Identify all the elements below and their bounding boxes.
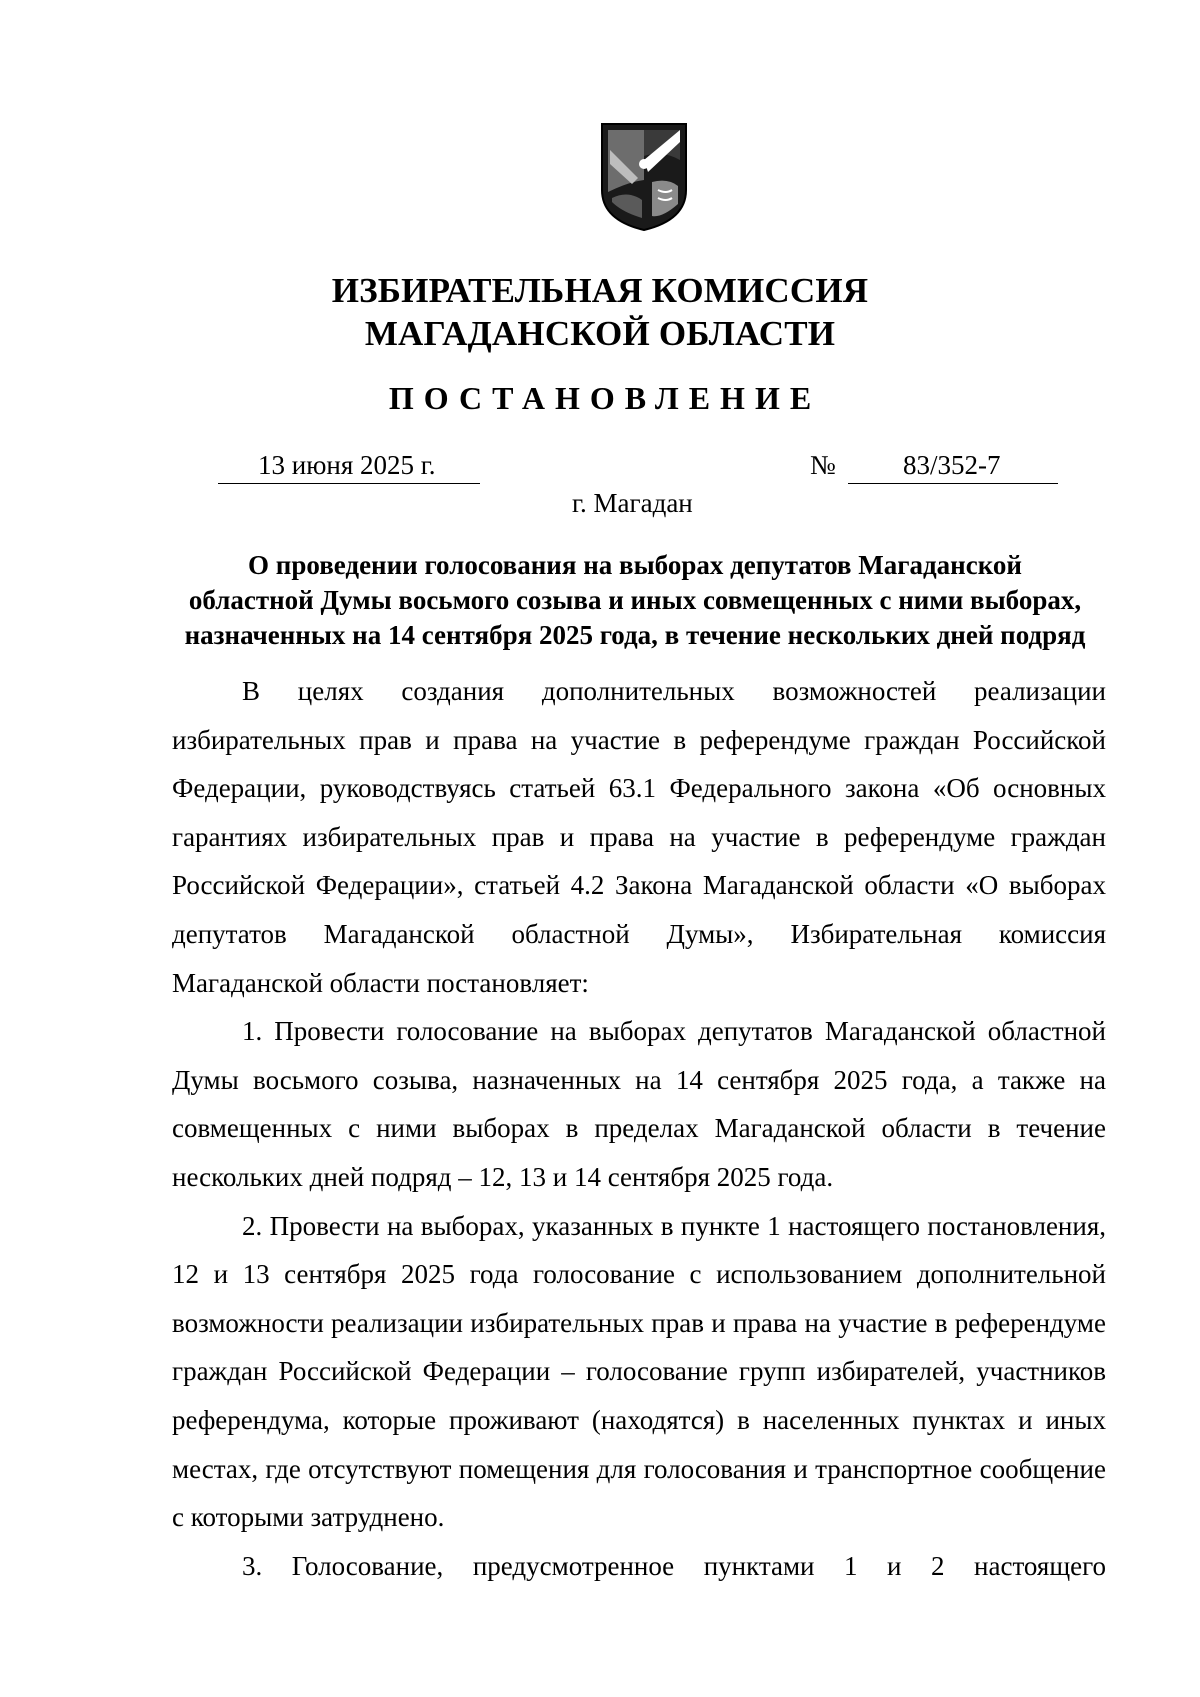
preamble-paragraph: В целях создания дополнительных возможностей реализации избирательных прав и права на участие в референдуме граждан Российской Федерации, руководствуясь статьей 63.1 Федерального закона «Об основных гарантиях избирательных прав и права на участие в референдуме граждан Российской Федерации», статьей 4.2 Закона Магаданской области «О выборах депутатов Магаданской областной Думы», Избирательная комиссия Магаданской области постановляет:: [172, 676, 1106, 998]
document-date: 13 июня 2025 г.: [258, 450, 436, 480]
city: г. Магадан: [572, 488, 693, 518]
subject-line1: О проведении голосования на выборах депутатов Магаданской: [248, 550, 1022, 580]
document-number: 83/352-7: [903, 450, 1001, 480]
coat-of-arms-icon: [598, 120, 690, 232]
date-field: [218, 447, 480, 484]
item-1-paragraph: 1. Провести голосование на выборах депутатов Магаданской областной Думы восьмого созыва, назначенных на 14 сентября 2025 года, а также на совмещенных с ними выборах в пределах Магаданской области в течение нескольких дней подряд – 12, 13 и 14 сентября 2025 года.: [172, 1016, 1106, 1192]
document-type-title: ПОСТАНОВЛЕНИЕ: [388, 380, 822, 416]
number-field: [848, 447, 1058, 484]
subject-line3: назначенных на 14 сентября 2025 года, в течение нескольких дней подряд: [184, 620, 1086, 650]
item-3-paragraph: 3. Голосование, предусмотренное пунктами 1 и 2 настоящего: [242, 1550, 1106, 1581]
organization-name-line2: МАГАДАНСКОЙ ОБЛАСТИ: [364, 314, 836, 353]
document-body: [172, 667, 1106, 1590]
organization-name-line1: ИЗБИРАТЕЛЬНАЯ КОМИССИЯ: [331, 271, 869, 310]
number-sign: №: [810, 450, 836, 480]
subject-line2: областной Думы восьмого созыва и иных совмещенных с ними выборах,: [188, 585, 1082, 615]
item-2-paragraph: 2. Провести на выборах, указанных в пункте 1 настоящего постановления, 12 и 13 сентября 2025 года голосование с использованием дополнительной возможности реализации избирательных прав и права на участие в референдуме граждан Российской Федерации – голосование групп избирателей, участников референдума, которые проживают (находятся) в населенных пунктах и иных местах, где отсутствуют помещения для голосования и транспортное сообщение с которыми затруднено.: [172, 1210, 1106, 1533]
document-subject: [160, 548, 1110, 653]
